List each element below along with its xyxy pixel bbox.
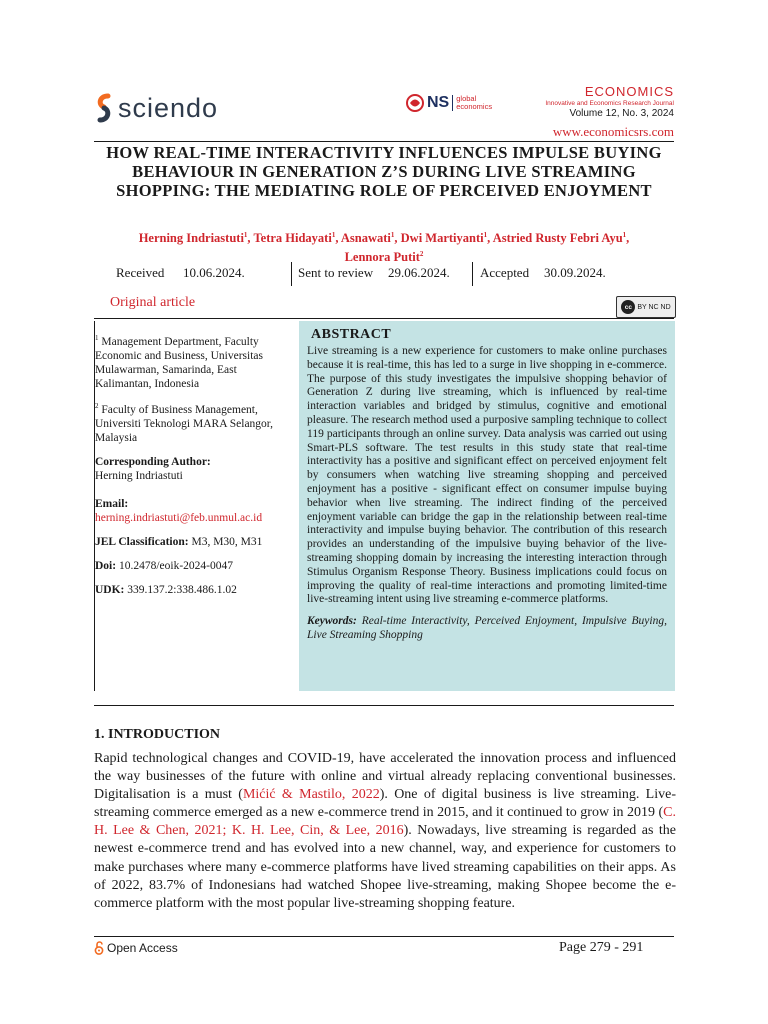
section-divider [94, 705, 674, 706]
date-separator [472, 262, 473, 286]
email-label: Email: [95, 497, 129, 510]
sciendo-mark-icon [94, 93, 114, 123]
ns-logo-text: NS [427, 94, 450, 111]
abstract-heading: ABSTRACT [311, 327, 392, 342]
paragraph-text: ). One of digital business is live streaming. Live-streaming commerce emerged as a new e-commerce trend in 2015, and it continued to grow in 2019 ( [94, 787, 676, 821]
ns-globe-icon [406, 94, 424, 112]
accepted-date: 30.09.2024. [544, 265, 606, 280]
meta-divider [94, 318, 674, 319]
author-affiliation-mark: 1 [390, 231, 395, 239]
corresponding-author-name: Herning Indriastuti [95, 469, 183, 482]
page-range: Page 279 - 291 [559, 940, 644, 955]
footer-divider [94, 936, 674, 937]
journal-subtitle: Innovative and Economics Research Journal [545, 100, 674, 107]
article-type: Original article [110, 295, 196, 310]
license-terms: BY NC ND [637, 303, 671, 311]
paragraph-text: ). Nowadays, live streaming is regarded as the newest e-commerce trend and has evolved into a new channel, way, and experience for customers to make purchases where many e-commerce platforms have lived streaming capabilities on their apps. As of 2022, 83.7% of Indonesians had watched Shopee live-streaming, making Shopee become the e-commerce platform with the most popular live-streaming shopping feature. [94, 823, 677, 911]
author-name[interactable]: Asnawati [340, 231, 391, 246]
author-name[interactable]: Lennora Putit [344, 250, 420, 265]
affiliation-text: Management Department, Faculty Economic and Business, Universitas Mulawarman, Samarinda, East Kalimantan, Indonesia [95, 335, 264, 390]
review-date: 29.06.2024. [388, 265, 450, 280]
affiliation-2 [95, 399, 285, 445]
open-access-text: Open Access [107, 941, 178, 955]
journal-volume: Volume 12, No. 3, 2024 [569, 108, 674, 119]
corresponding-author-label: Corresponding Author: [95, 455, 211, 468]
abstract-box [299, 321, 675, 691]
journal-name: ECONOMICS [584, 84, 674, 99]
article-title: HOW REAL-TIME INTERACTIVITY INFLUENCES IMPULSE BUYING BEHAVIOUR IN GENERATION Z’S DURING LIVE STREAMING SHOPPING: THE MEDIATING ROLE OF PERCEIVED ENJOYMENT [106, 143, 662, 200]
email-block [95, 497, 285, 525]
author-affiliation-mark: 2 [419, 250, 424, 259]
jel-label: JEL Classification: [95, 535, 189, 548]
author-list: Herning Indriastuti$^1$, Tetra Hidayati$^1$, Asnawati$^1$, Dwi Martiyanti$^1$, Astried Rusty Febri Ayu$^1$, Lennora Putit$^2$ [138, 231, 630, 265]
header-divider [94, 141, 674, 142]
author-affiliation-mark: 1 [483, 231, 488, 239]
submission-dates [94, 262, 674, 286]
affiliation-number: 1 [95, 334, 99, 342]
keywords-value: Real-time Interactivity, Perceived Enjoyment, Impulsive Buying, Live Streaming Shopping [307, 615, 667, 641]
udk-value: 339.137.2:338.486.1.02 [127, 583, 237, 596]
jel-classification [95, 535, 285, 549]
received-label: Received [116, 265, 165, 280]
date-separator [291, 262, 292, 286]
journal-url-link[interactable]: www.economicsrs.com [552, 124, 674, 139]
doi-label: Doi: [95, 559, 117, 572]
doi [95, 559, 285, 573]
ns-global-economics-logo [406, 92, 493, 114]
creative-commons-icon: cc [621, 300, 635, 314]
cc-license-badge[interactable] [616, 296, 676, 318]
author-name[interactable]: Tetra Hidayati [253, 231, 332, 246]
citation-link[interactable]: Mićić & Mastilo, 2022 [242, 787, 380, 803]
author-affiliation-mark: 1 [243, 231, 248, 239]
introduction-heading: 1. INTRODUCTION [94, 727, 221, 742]
author-affiliation-mark: 1 [331, 231, 336, 239]
author-name[interactable]: Dwi Martiyanti [400, 231, 484, 246]
open-access-lock-icon [94, 941, 104, 955]
article-metadata-sidebar [94, 321, 285, 691]
corresponding-author [95, 455, 285, 483]
citation-link[interactable]: C. H. Lee & Chen, 2021; K. H. Lee, Cin, & Lee, 2016 [94, 805, 676, 839]
introduction-paragraph [94, 750, 676, 913]
affiliation-number: 2 [95, 401, 99, 410]
accepted-label: Accepted [480, 265, 530, 280]
jel-value: M3, M30, M31 [191, 535, 263, 548]
affiliation-text: Faculty of Business Management, Universiti Teknologi MARA Selangor, Malaysia [95, 403, 274, 444]
keywords-label: Keywords: [307, 615, 357, 628]
received-date: 10.06.2024. [183, 265, 245, 280]
review-label: Sent to review [298, 265, 374, 280]
udk [95, 583, 285, 597]
udk-label: UDK: [95, 583, 125, 596]
author-name[interactable]: Astried Rusty Febri Ayu [492, 231, 623, 246]
keywords [307, 615, 667, 643]
ns-logo-subtext: global economics [452, 95, 488, 111]
doi-value[interactable]: 10.2478/eoik-2024-0047 [118, 559, 233, 572]
author-name[interactable]: Herning Indriastuti [138, 231, 244, 246]
affiliation-1 [95, 331, 285, 391]
email-link[interactable]: herning.indriastuti@feb.unmul.ac.id [95, 511, 263, 524]
abstract-text: Live streaming is a new experience for customers to make online purchases because it is real-time, this has led to a surge in live shopping in e-commerce. The purpose of this study investigates the impulsive shopping behavior of Generation Z during live streaming, which is influenced by real-time interaction variables and bridged by stimulus, cognitive and emotional pleasure. The research method used a purposive sampling technique to collect 119 participants through an online survey. Data analysis was carried out using Smart-PLS software. The test results in this study state that real-time interactivity has a positive and significant effect on perceived enjoyment felt by consumers when watching live streaming shopping and perceived enjoyment has a positive - significant effect on consumer impulse buying behavior when live streaming. The indirect finding of the perceived enjoyment variable can bridge the gap in the relationship between real-time interactivity and impulse buying behavior. The contribution of this research provides an understanding of the impulsive buying behavior of the live-streaming shopping domain by increasing the interesting interaction through Stimulus Organism Response Theory. Business implications could focus on improving the quality of real-time interactions and promoting limited-time live-streaming intent using live streaming e-commerce platforms. [307, 345, 667, 606]
sciendo-logo [94, 92, 218, 124]
paragraph-text: Rapid technological changes and COVID-19, have accelerated the innovation process and influenced the way businesses of the future with online and virtual already replacing conventional businesses. Digitalisation is a must ( [94, 751, 676, 803]
open-access-label [94, 941, 178, 955]
author-affiliation-mark: 1 [622, 231, 627, 239]
publisher-name: sciendo [118, 92, 219, 123]
journal-info [545, 84, 674, 119]
